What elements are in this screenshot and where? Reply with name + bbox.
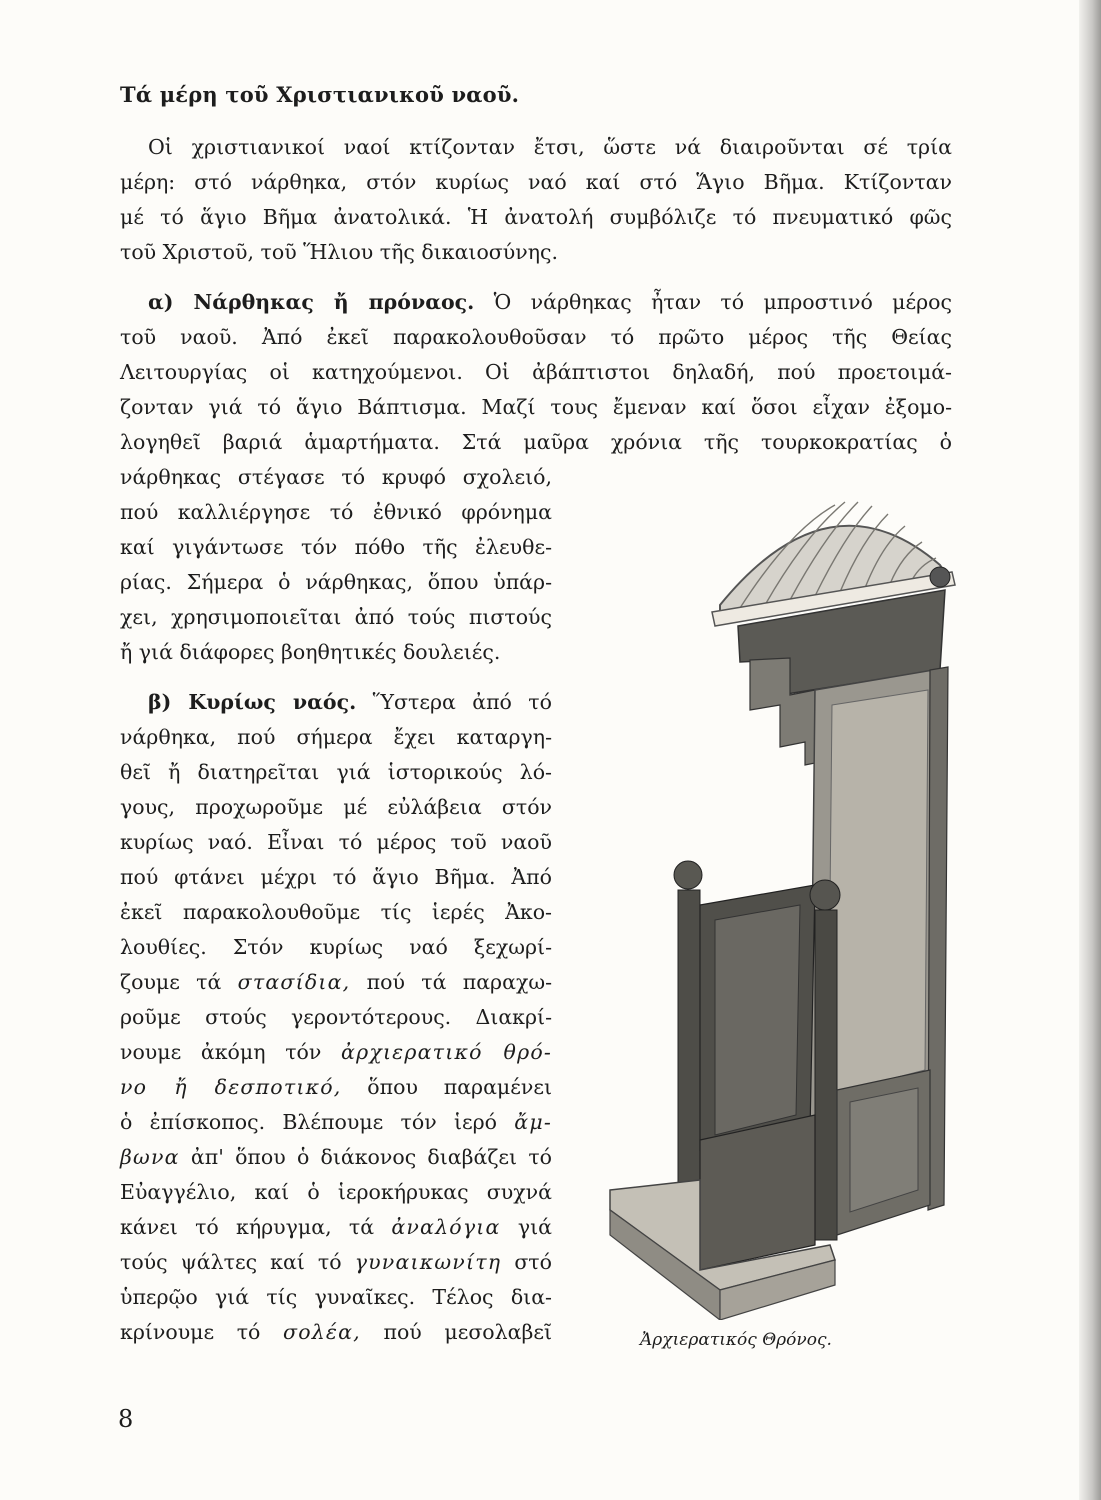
- section-a-line: ρίας. Σήμερα ὁ νάρθηκας, ὅπου ὑπάρ-: [120, 570, 552, 594]
- term-stasidia: στασίδια,: [237, 970, 351, 994]
- intro-line-3: μέ τό ἅγιο Βῆμα ἀνατολικά. Ἡ ἀνατολή συμβόλιζε τό πνευματικό φῶς: [120, 205, 952, 229]
- text-span: γιά: [500, 1215, 552, 1239]
- text-span: ὅπου παραμένει: [341, 1075, 552, 1099]
- section-a-line: καί γιγάντωσε τόν πόθο τῆς ἐλευθε-: [120, 535, 552, 559]
- section-b-line: ὑπερῷο γιά τίς γυναῖκες. Τέλος δια-: [120, 1285, 552, 1309]
- section-b-line: νάρθηκα, πού σήμερα ἔχει καταργη-: [120, 725, 552, 749]
- section-a-line: Λειτουργίας οἱ κατηχούμενοι. Οἱ ἀβάπτιστοι δηλαδή, πού προετοιμά-: [120, 360, 952, 384]
- section-b-first-line: [120, 685, 552, 720]
- term-analogia: ἀναλόγια: [391, 1215, 501, 1239]
- section-b-line: [120, 1035, 552, 1070]
- intro-line-1: Οἱ χριστιανικοί ναοί κτίζονταν ἔτσι, ὥστε νά διαιροῦνται σέ τρία: [148, 135, 952, 159]
- section-a-line: τοῦ ναοῦ. Ἀπό ἐκεῖ παρακολουθοῦσαν τό πρῶτο μέρος τῆς Θείας: [120, 325, 952, 349]
- intro-line-2: μέρη: στό νάρθηκα, στόν κυρίως ναό καί στό Ἅγιο Βῆμα. Κτίζονταν: [120, 170, 952, 194]
- section-a-line: χει, χρησιμοποιεῖται ἀπό τούς πιστούς: [120, 605, 552, 629]
- section-a-line: νάρθηκας στέγασε τό κρυφό σχολειό,: [120, 465, 552, 489]
- term-archieratikos-thronos: ἀρχιερατικό θρό-: [341, 1040, 552, 1064]
- section-a-line: πού καλλιέργησε τό ἐθνικό φρόνημα: [120, 500, 552, 524]
- section-a-line: ζονταν γιά τό ἅγιο Βάπτισμα. Μαζί τους ἔμεναν καί ὅσοι εἶχαν ἐξομο-: [120, 395, 952, 419]
- section-heading: Τά μέρη τοῦ Χριστιανικοῦ ναοῦ.: [120, 82, 520, 107]
- section-a-first-line-text: Ὁ νάρθηκας ἦταν τό μπροστινό μέρος: [493, 290, 952, 314]
- section-b-title: β) Κυρίως ναός.: [148, 690, 357, 714]
- section-b-line: πού φτάνει μέχρι τό ἅγιο Βῆμα. Ἀπό: [120, 865, 552, 889]
- text-span: τούς ψάλτες καί τό: [120, 1250, 355, 1274]
- section-b-line: [120, 1140, 552, 1175]
- text-span: πού μεσολαβεῖ: [360, 1320, 552, 1344]
- figure-caption: Ἀρχιερατικός Θρόνος.: [640, 1330, 832, 1350]
- section-b-line: [120, 1210, 552, 1245]
- section-a-line: λογηθεῖ βαριά ἁμαρτήματα. Στά μαῦρα χρόνια τῆς τουρκοκρατίας ὁ: [120, 430, 952, 454]
- text-span: ἀπ' ὅπου ὁ διάκονος διαβάζει τό: [179, 1145, 552, 1169]
- section-b-line: [120, 1315, 552, 1350]
- text-span: στό: [501, 1250, 552, 1274]
- section-b-first-line-text: Ὕστερα ἀπό τό: [372, 690, 552, 714]
- term-despotiko: νο ἤ δεσποτικό,: [120, 1075, 342, 1099]
- text-span: ζουμε τά: [120, 970, 238, 994]
- section-a-line: ἤ γιά διάφορες βοηθητικές δουλειές.: [120, 640, 501, 664]
- section-b-line: [120, 1245, 552, 1280]
- section-b-line: [120, 1070, 552, 1105]
- text-span: κάνει τό κήρυγμα, τά: [120, 1215, 392, 1239]
- intro-line-4: τοῦ Χριστοῦ, τοῦ Ἥλιου τῆς δικαιοσύνης.: [120, 240, 559, 264]
- page-edge-shadow: [1079, 0, 1101, 1500]
- section-b-line: θεῖ ἤ διατηρεῖται γιά ἱστορικούς λό-: [120, 760, 552, 784]
- bishops-throne-illustration: [600, 490, 960, 1320]
- section-b-line: Εὐαγγέλιο, καί ὁ ἱεροκήρυκας συχνά: [120, 1180, 552, 1204]
- text-span: ὁ ἐπίσκοπος. Βλέπουμε τόν ἱερό: [120, 1110, 515, 1134]
- section-a-title: α) Νάρθηκας ἤ πρόναος.: [148, 290, 475, 314]
- section-b-line: κυρίως ναό. Εἶναι τό μέρος τοῦ ναοῦ: [120, 830, 552, 854]
- term-gynaikonitis: γυναικωνίτη: [354, 1250, 502, 1274]
- section-b-line: [120, 1105, 552, 1140]
- section-b-line: ροῦμε στούς γεροντότερους. Διακρί-: [120, 1005, 552, 1029]
- term-soleas: σολέα,: [283, 1320, 361, 1344]
- term-ambon-end: βωνα: [120, 1145, 180, 1169]
- text-span: κρίνουμε τό: [120, 1320, 283, 1344]
- section-b-line: γους, προχωροῦμε μέ εὐλάβεια στόν: [120, 795, 552, 819]
- term-ambon: ἄμ-: [514, 1110, 552, 1134]
- section-b-line: ἐκεῖ παρακολουθοῦμε τίς ἱερές Ἀκο-: [120, 900, 552, 924]
- page-number: 8: [118, 1405, 134, 1433]
- section-b-line: λουθίες. Στόν κυρίως ναό ξεχωρί-: [120, 935, 552, 959]
- section-b-line: [120, 965, 552, 1000]
- text-span: πού τά παραχω-: [350, 970, 553, 994]
- text-span: νουμε ἀκόμη τόν: [120, 1040, 342, 1064]
- section-a-first-line: [120, 285, 952, 320]
